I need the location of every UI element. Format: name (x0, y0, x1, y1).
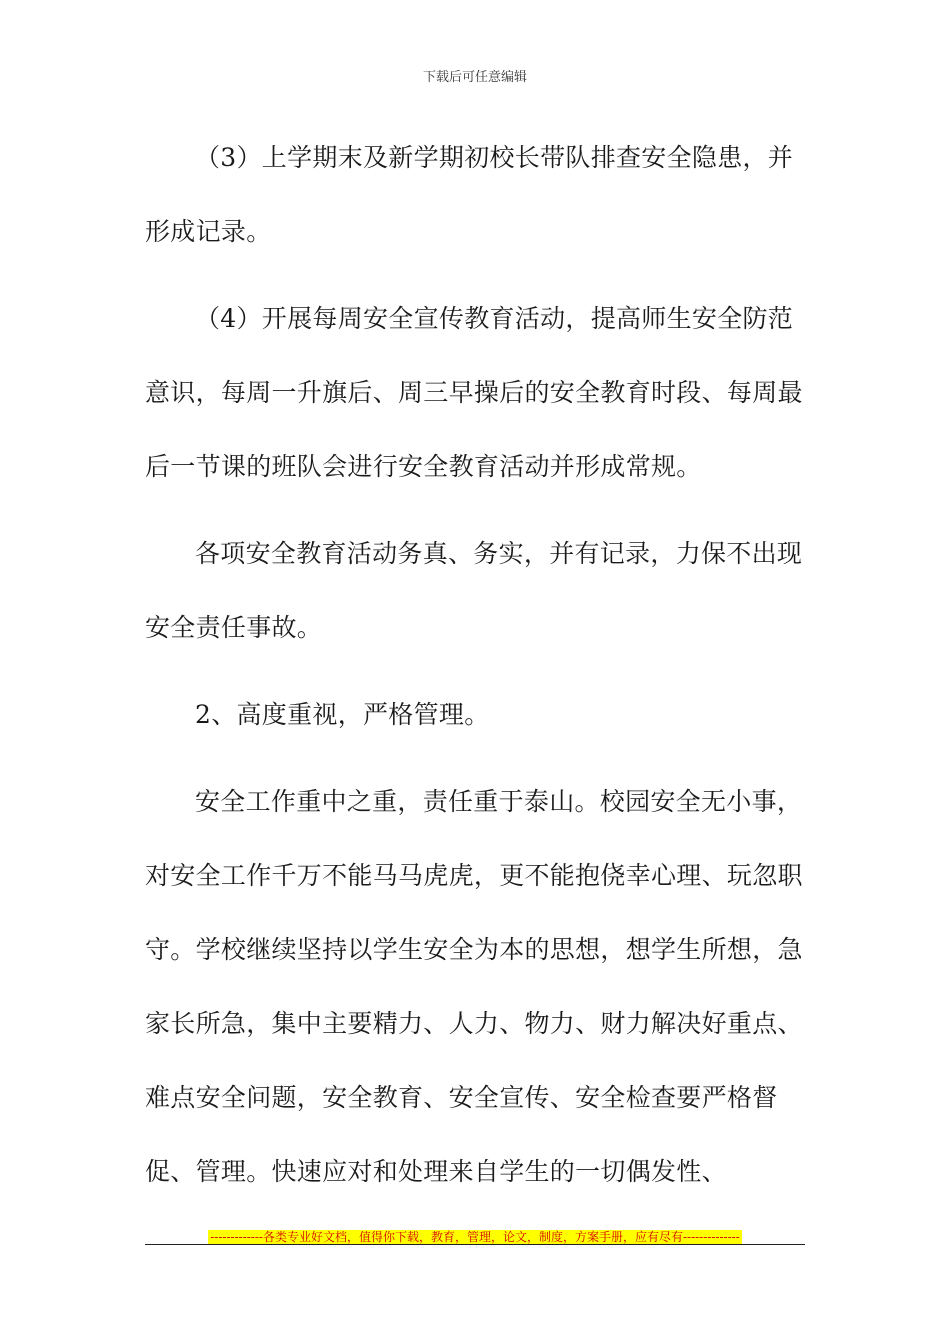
footer-banner: -------------各类专业好文档，值得你下载，教育，管理，论文，制度，方案手册，应有尽有-------------- (210, 1230, 740, 1244)
paragraph-safety-priority: 安全工作重中之重，责任重于泰山。校园安全无小事，对安全工作千万不能马马虎虎，更不能抱侥幸心理、玩忽职守。学校继续坚持以学生安全为本的思想，想学生所想，急家长所急，集中主要精力、人力、物力、财力解决好重点、难点安全问题，安全教育、安全宣传、安全检查要严格督促、管理。快速应对和处理来自学生的一切偶发性、 (145, 787, 803, 1186)
paragraph-weekly-education: （4）开展每周安全宣传教育活动，提高师生安全防范意识，每周一升旗后、周三早操后的安全教育时段、每周最后一节课的班队会进行安全教育活动并形成常规。 (145, 304, 803, 481)
page-footer (145, 1226, 805, 1245)
document-body (145, 121, 805, 1209)
section-heading-management: 2、高度重视，严格管理。 (195, 700, 490, 729)
page-header: 下载后可任意编辑 (422, 70, 527, 85)
footer-divider (145, 1244, 805, 1245)
paragraph-inspection-record: （3）上学期末及新学期初校长带队排查安全隐患，并形成记录。 (145, 143, 794, 246)
paragraph-activity-records: 各项安全教育活动务真、务实，并有记录，力保不出现安全责任事故。 (145, 539, 803, 642)
